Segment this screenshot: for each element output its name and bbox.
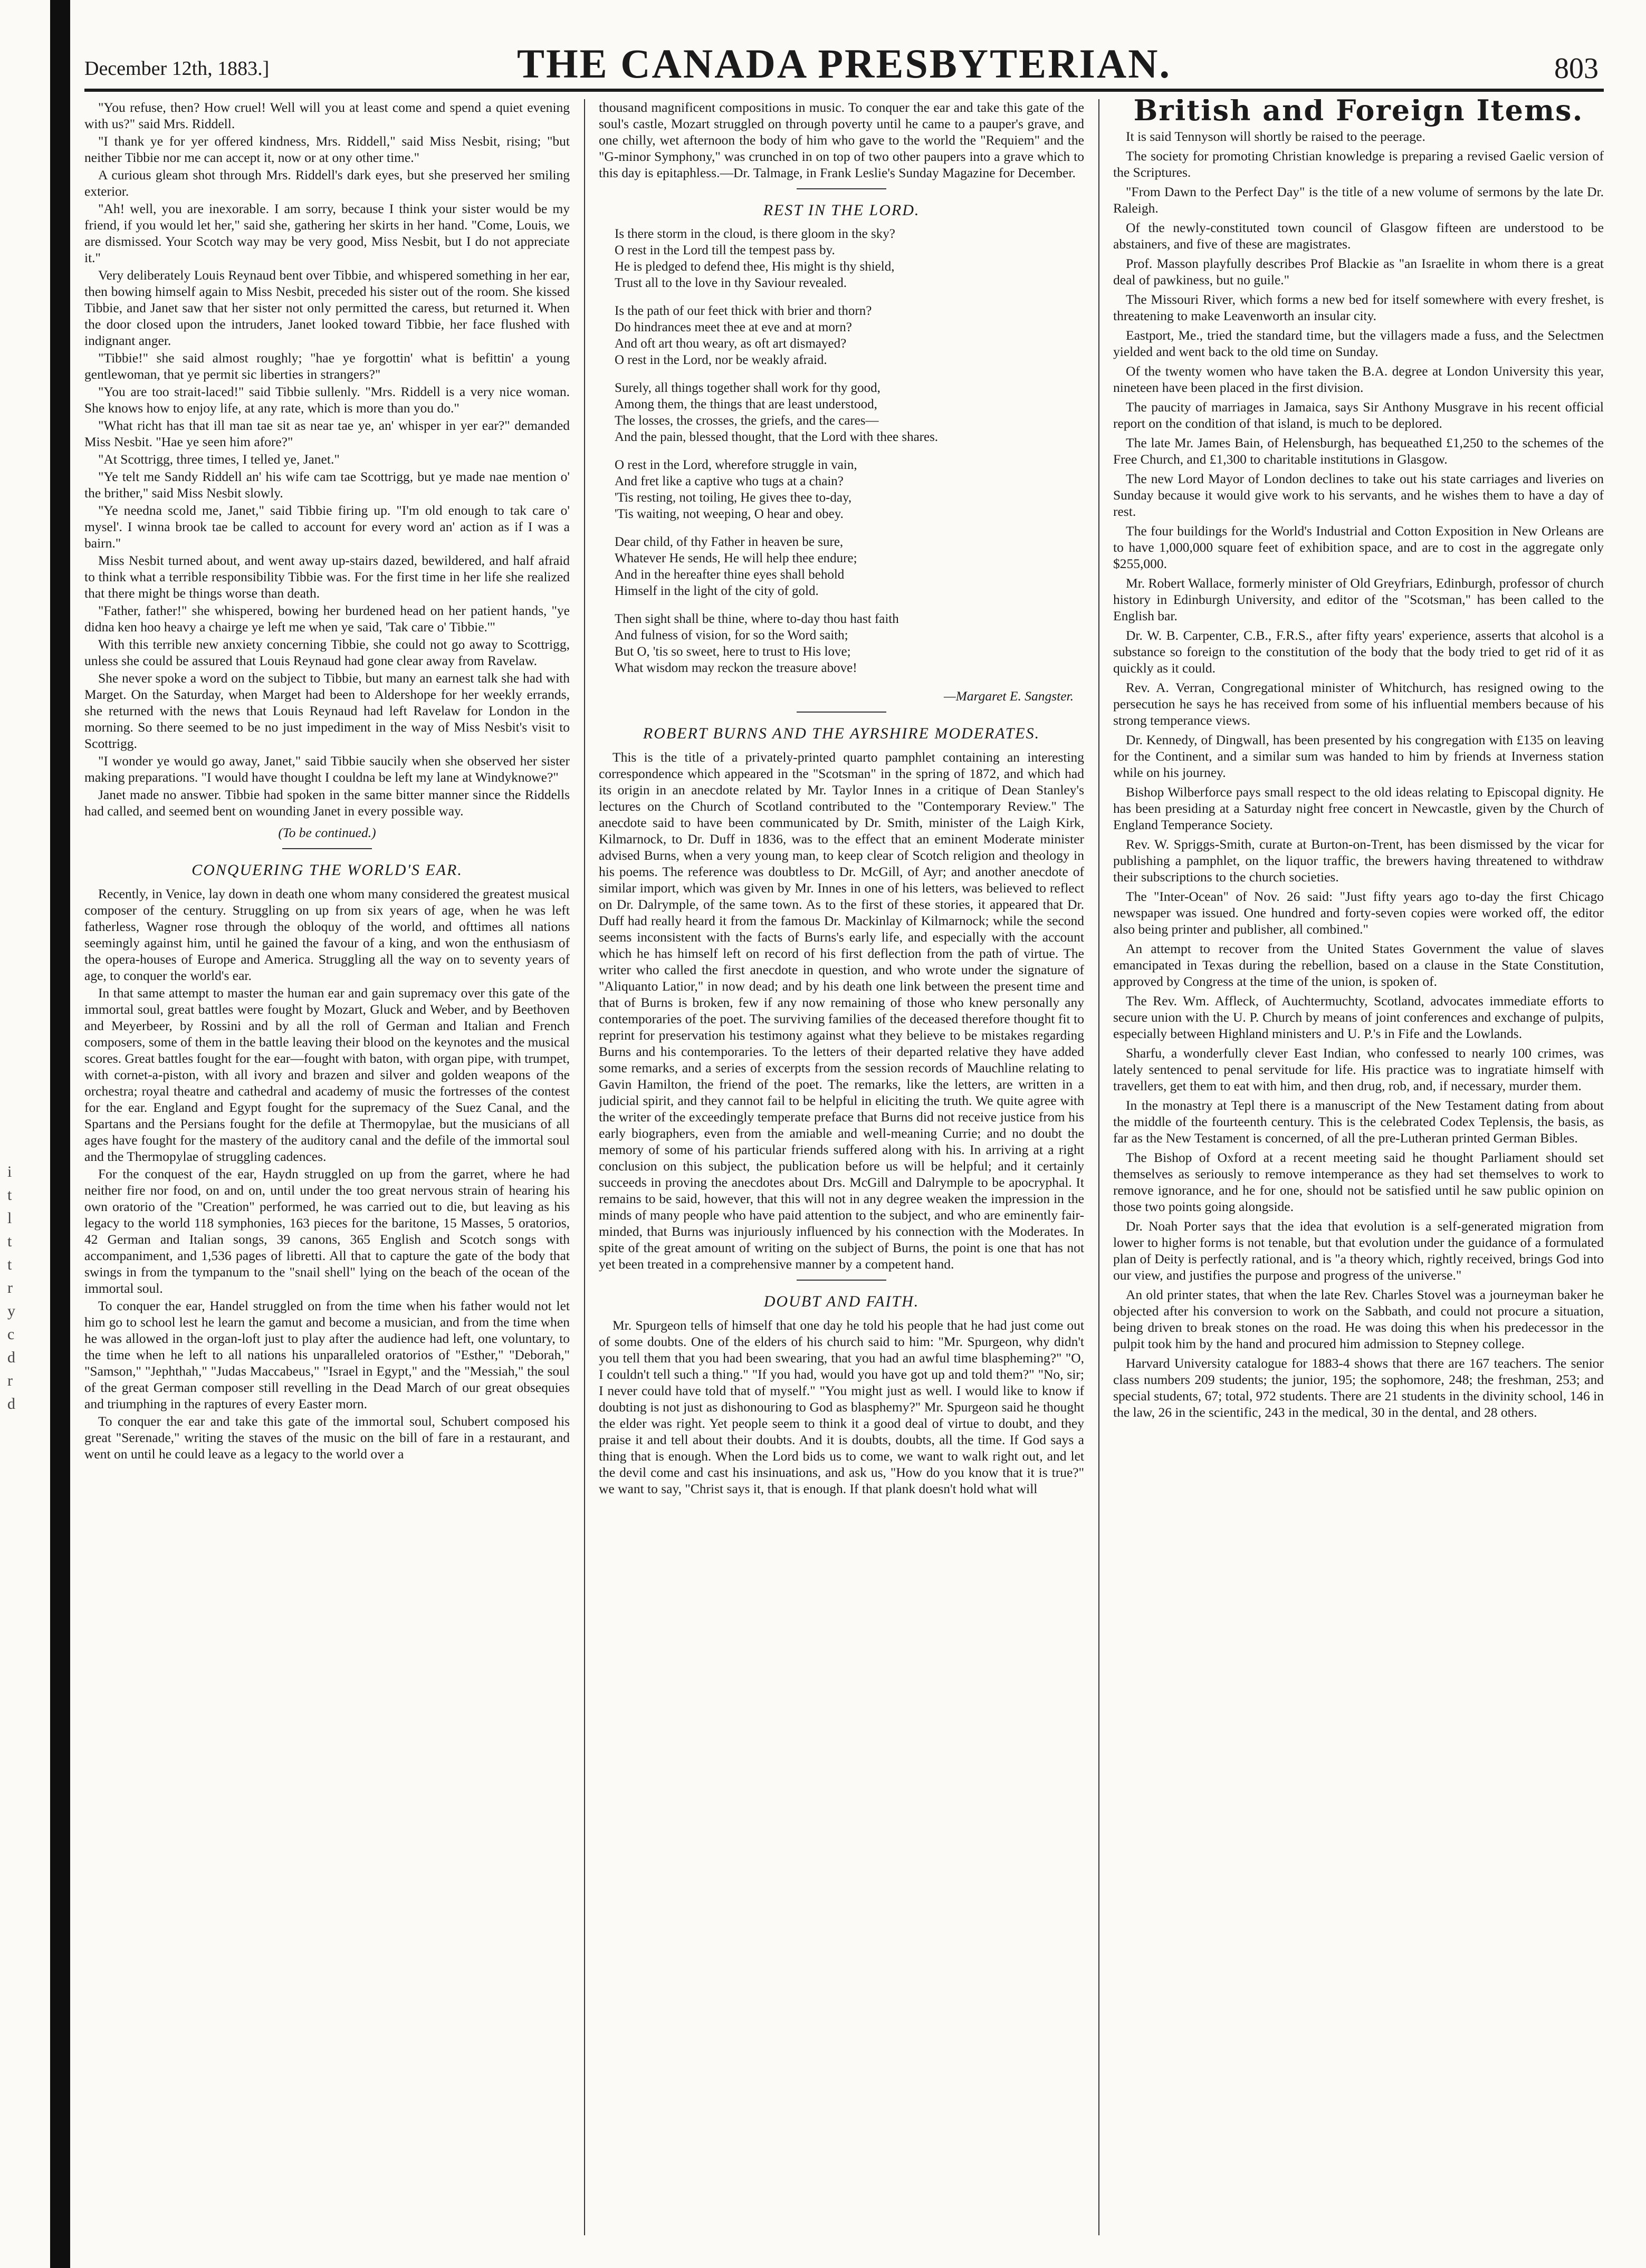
poem-stanza bbox=[615, 611, 1084, 676]
news-item: The new Lord Mayor of London declines to take out his state carriages and liveries on Sunday because it would give work to his servants, and he wishes them to have a day of rest. bbox=[1113, 471, 1604, 519]
article-paragraph: To conquer the ear, Handel struggled on from the time when his father would not let him go to school lest he learn the gamut and become a musician, and from the time when he was allowed in the organ-loft just to play after the audience had left, one voluntary, to the time when he left to all nations his unparalleled oratorios of "Esther," "Deborah," "Samson," "Jephthah," "Judas Maccabeus," "Israel in Egypt," and the "Messiah," the soul of the great German composer still revelling in the Dead March of our great obsequies and triumphing in the raptures of every Easter morn. bbox=[84, 1298, 570, 1411]
column-rule bbox=[1098, 99, 1099, 2235]
spine-fragment: r bbox=[7, 1372, 13, 1389]
story-paragraph: "You refuse, then? How cruel! Well will you at least come and spend a quiet evening with us?" said Mrs. Riddell. bbox=[84, 100, 570, 131]
news-item: The "Inter-Ocean" of Nov. 26 said: "Just fifty years ago to-day the first Chicago newspaper was issued. One hundred and forty-seven copies were worked off, the editor also being printer and publisher, all combined." bbox=[1113, 889, 1604, 937]
spine-fragment: i bbox=[7, 1163, 12, 1180]
spine-fragment: d bbox=[7, 1395, 15, 1412]
news-item: Mr. Robert Wallace, formerly minister of Old Greyfriars, Edinburgh, professor of church history in Edinburgh University, and editor of the "Scotsman," has been called to the English bar. bbox=[1113, 575, 1604, 623]
article-title-doubt-faith: DOUBT AND FAITH. bbox=[763, 1293, 920, 1310]
issue-date: December 12th, 1883.] bbox=[84, 57, 270, 80]
news-items-list bbox=[1113, 128, 1604, 1420]
spine-fragment: t bbox=[7, 1256, 12, 1273]
spine-fragment: y bbox=[7, 1302, 15, 1320]
spine-fragment: t bbox=[7, 1233, 12, 1250]
binding-spine bbox=[50, 0, 70, 2268]
news-item: Rev. W. Spriggs-Smith, curate at Burton-on-Trent, has been dismissed by the vicar for publishing a pamphlet, on the liquor traffic, the brewers having threatened to withdraw their subscriptions to the church societies. bbox=[1113, 837, 1604, 885]
news-item: "From Dawn to the Perfect Day" is the title of a new volume of sermons by the late Dr. Raleigh. bbox=[1113, 184, 1604, 216]
section-divider bbox=[797, 188, 886, 189]
poem-line: And oft art thou weary, as oft art dismayed? bbox=[615, 337, 847, 351]
spine-fragment: r bbox=[7, 1279, 13, 1296]
article-title-burns: ROBERT BURNS AND THE AYRSHIRE MODERATES. bbox=[643, 725, 1040, 742]
section-divider bbox=[282, 848, 372, 849]
article-doubt-faith bbox=[599, 1317, 1084, 1497]
story-paragraph: "I thank ye for yer offered kindness, Mrs. Riddell," said Miss Nesbit, rising; "but neither Tibbie nor me can accept it, now or at ony other time." bbox=[84, 133, 570, 165]
spine-fragment: t bbox=[7, 1186, 12, 1204]
column-1 bbox=[84, 99, 570, 2235]
news-item: The Rev. Wm. Affleck, of Auchtermuchty, Scotland, advocates immediate efforts to secure union with the U. P. Church by means of joint conferences and exchange of pulpits, especially between Highland ministers and U. P.'s in Fife and the Lowlands. bbox=[1113, 993, 1604, 1041]
poem-line: And fret like a captive who tugs at a chain? bbox=[615, 474, 844, 488]
news-item: The Bishop of Oxford at a recent meeting said he thought Parliament should set themselves as seriously to remove intemperance as they had set themselves to work to remove ignorance, and he for one, should not be satisfied until he saw public opinion on those two points going alongside. bbox=[1113, 1150, 1604, 1214]
column-2 bbox=[599, 99, 1084, 2235]
story-paragraph: "Tibbie!" she said almost roughly; "hae ye forgottin' what is befittin' a young gentlewoman, that ye permit sic liberties in strangers?" bbox=[84, 350, 570, 382]
article-continuation: thousand magnificent compositions in music. To conquer the ear and take this gate of the soul's castle, Mozart struggled on through poverty until he came to a pauper's grave, and one chilly, wet afternoon the body of him who gave to the world the "Requiem" and the "G-minor Symphony," was crunched in on top of two other paupers into a grave which to this day is epitaphless.—Dr. Talmage, in Frank Leslie's Sunday Magazine for December. bbox=[599, 100, 1084, 180]
story-paragraph: Janet made no answer. Tibbie had spoken in the same bitter manner since the Riddells had called, and seemed bent on wounding Janet in every possible way. bbox=[84, 787, 570, 819]
poem-stanza bbox=[615, 303, 1084, 368]
news-item: The four buildings for the World's Industrial and Cotton Exposition in New Orleans are to have 1,000,000 square feet of exhibition space, and are to cost in the aggregate only $255,000. bbox=[1113, 523, 1604, 571]
poem-line: And the pain, blessed thought, that the Lord with thee shares. bbox=[615, 430, 939, 444]
poem-line: Is there storm in the cloud, is there gloom in the sky? bbox=[615, 227, 895, 241]
story-paragraph: Miss Nesbit turned about, and went away up-stairs dazed, bewildered, and half afraid to think what a terrible responsibility Tibbie was. For the first time in her life she realized that there might be things worse than death. bbox=[84, 553, 570, 601]
to-be-continued: (To be continued.) bbox=[278, 825, 376, 840]
news-item: The society for promoting Christian knowledge is preparing a revised Gaelic version of the Scriptures. bbox=[1113, 148, 1604, 180]
poem-line: O rest in the Lord, nor be weakly afraid. bbox=[615, 353, 827, 367]
column-3 bbox=[1113, 99, 1604, 2235]
poem-stanza bbox=[615, 226, 1084, 291]
poem-rest-in-the-lord bbox=[615, 226, 1084, 676]
news-item: It is said Tennyson will shortly be raised to the peerage. bbox=[1126, 129, 1425, 144]
section-divider bbox=[797, 712, 886, 713]
story-paragraph: Very deliberately Louis Reynaud bent over Tibbie, and whispered something in her ear, then bowing himself again to Miss Nesbit, preceded his sister out of the room. She kissed Tibbie, and Janet saw that her sister not only permitted the caress, but returned it. When the door closed upon the intruders, Janet looked toward Tibbie, her face flushed with indignant anger. bbox=[84, 267, 570, 348]
poem-line: He is pledged to defend thee, His might is thy shield, bbox=[615, 260, 895, 274]
article-paragraph: To conquer the ear and take this gate of the immortal soul, Schubert composed his great "Serenade," writing the staves of the music on the bill of fare in a restaurant, and went on until he could leave as a legacy to the world over a bbox=[84, 1414, 570, 1462]
poem-stanza bbox=[615, 534, 1084, 599]
poem-line: Is the path of our feet thick with brier and thorn? bbox=[615, 304, 872, 318]
poem-line: Do hindrances meet thee at eve and at morn? bbox=[615, 320, 852, 334]
news-item: An attempt to recover from the United States Government the value of slaves emancipated in Texas during the rebellion, based on a clause in the State Constitution, approved by Congress at the time of the union, is spoken of. bbox=[1113, 941, 1604, 989]
poem-stanza bbox=[615, 380, 1084, 445]
story-paragraph: With this terrible new anxiety concerning Tibbie, she could not go away to Scottrigg, unless she could be assured that Louis Reynaud had gone clear away from Ravelaw. bbox=[84, 637, 570, 668]
news-item: Dr. W. B. Carpenter, C.B., F.R.S., after fifty years' experience, asserts that alcohol is a substance so foreign to the constitution of the body that the body tried to get rid of it as quickly as it could. bbox=[1113, 628, 1604, 676]
poem-line: Whatever He sends, He will help thee endure; bbox=[615, 551, 857, 565]
news-item: Rev. A. Verran, Congregational minister of Whitchurch, has resigned owing to the persecution he says he has received from some of his influential members because of his strong temperance views. bbox=[1113, 680, 1604, 728]
news-item: Eastport, Me., tried the standard time, but the villagers made a fuss, and the Selectmen yielded and went back to the old time on Sunday. bbox=[1113, 328, 1604, 359]
news-item: Dr. Noah Porter says that the idea that evolution is a self-generated migration from lower to higher forms is not tenable, but that evolution under the guidance of a formulated plan of Deity is perfectly rational, and is "a theory which, rightly received, brings God into our view, and justifies the purpose and progress of the universe." bbox=[1113, 1218, 1604, 1283]
poem-line: But O, 'tis so sweet, here to trust to His love; bbox=[615, 645, 851, 659]
masthead-rule bbox=[84, 89, 1604, 92]
story-paragraph: "Ah! well, you are inexorable. I am sorry, because I think your sister would be my friend, if you would let her," said she, gathering her skirts in her hand. "Come, Louis, we are dismissed. Your Scotch way may be very good, Miss Nesbit, but I do not appreciate it." bbox=[84, 201, 570, 265]
news-item: Sharfu, a wonderfully clever East Indian, who confessed to nearly 100 crimes, was lately sentenced to penal servitude for life. His practice was to ingratiate himself with travellers, get them to eat with him, and then drug, rob, and, if necessary, murder them. bbox=[1113, 1045, 1604, 1093]
poem-line: Then sight shall be thine, where to-day thou hast faith bbox=[615, 612, 899, 626]
article-paragraph: This is the title of a privately-printed quarto pamphlet containing an interesting correspondence which appeared in the "Scotsman" in the spring of 1872, and which had its origin in an anecdote related by Mr. Taylor Innes in a critique of Dean Stanley's lectures on the Church of Scotland contributed to the "Contemporary Review." The anecdote said to have been communicated by Dr. Smith, minister of the Laigh Kirk, Kilmarnock, to Dr. Duff in 1836, was to the effect that an eminent Moderate minister advised Burns, when a very young man, to keep clear of Scotch religion and theology in his poems. The reference was doubtless to Dr. McGill, of Ayr; and another anecdote of similar import, which was given by Mr. Innes in one of his letters, was believed to reflect on Dr. Dalrymple, of the same town. As to the first of these stories, it appeared that Dr. Duff had really heard it from the famous Dr. Mackinlay of Kilmarnock; while the second seems inconsistent with the facts of Burns's early life, and especially with the account which he has himself left on record of his first deflection from the path of virtue. The writer who called the first anecdote in question, and who wrote under the signature of "Aliquanto Latior," in now dead; and by his death one link between the present time and that of Burns is broken, few if any now remaining of those who knew personally any contemporaries of the poet. The surviving families of the deceased therefore thought fit to reprint for preservation his testimony against what they believe to be mistakes regarding Burns and his contemporaries. To the letters of their departed relative they have added some remarks, and a series of excerpts from the session records of Mauchline relating to Gavin Hamilton, the friend of the poet. The remarks, like the letters, are written in a judicial spirit, and they cannot fail to be helpful in eliciting the truth. We quite agree with the writer of the exceedingly temperate preface that Burns did not receive justice from his early biographers, even from the amiable and well-meaning Currie; and no doubt the memory of some of his particular friends suffered along with his. In arriving at a right conclusion on this subject, the publication before us will be helpful; and it certainly succeeds in proving the anecdotes about Drs. McGill and Dalrymple to be apocryphal. It remains to be said, however, that this will not in any degree weaken the impression in the minds of many people who have paid attention to the subject, and who are eminently fair-minded, that Burns was injuriously influenced by his connection with the Moderates. In spite of the great amount of writing on the subject of Burns, the point is one that has not yet been treated in a comprehensive manner by a competent hand. bbox=[599, 749, 1084, 1272]
poem-line: O rest in the Lord, wherefore struggle in vain, bbox=[615, 458, 857, 472]
paper-title: THE CANADA PRESBYTERIAN. bbox=[516, 41, 1172, 87]
news-item: Of the newly-constituted town council of Glasgow fifteen are understood to be abstainers, and five of these are magistrates. bbox=[1113, 220, 1604, 252]
story-paragraph: "What richt has that ill man tae sit as near tae ye, an' whisper in yer ear?" demanded Miss Nesbit. "Hae ye seen him afore?" bbox=[84, 418, 570, 449]
spine-fragment: l bbox=[7, 1209, 12, 1227]
poem-line: What wisdom may reckon the treasure above! bbox=[615, 661, 857, 675]
news-item: Prof. Masson playfully describes Prof Blackie as "an Israelite in whom there is a great deal of pawkiness, but no guile." bbox=[1113, 256, 1604, 287]
poem-title: REST IN THE LORD. bbox=[763, 201, 920, 219]
article-paragraph: Mr. Spurgeon tells of himself that one day he told his people that he had just come out of some doubts. One of the elders of his church said to him: "Mr. Spurgeon, why didn't you tell them that you had been swearing, that you had an awful time blaspheming?" "O, I couldn't tell such a thing." "If you had, would you have got up and told them?" "No, sir; I never could have told that of myself." "You might just as well. I would like to know if doubting is not just as dishonouring to God as blasphemy?" Mr. Spurgeon said he thought the elder was right. Yet people seem to think it a good deal of virtue to doubt, and they praise it and tell about their doubts. And it is doubts, doubts, all the time. If God says a thing that is enough. When the Lord bids us to come, we want to walk right out, and let the devil come and cast his insinuations, and ask us, "How do you know that it is true?" we want to say, "Christ says it, that is enough. If that plank doesn't hold what will bbox=[599, 1318, 1084, 1496]
article-conquering-ear bbox=[84, 886, 570, 1462]
article-paragraph: For the conquest of the ear, Haydn struggled on up from the garret, where he had neither fire nor food, on and on, until under the too great nervous strain of hearing his own oratorio of the "Creation" performed, he was carried out to die, but leaving as his legacy to the world 118 symphonies, 163 pieces for the baritone, 15 Masses, 5 oratorios, 42 German and Italian songs, 39 canons, 365 English and Scotch songs with accompaniment, and 1,536 pages of libretti. All that to capture the gate of the body that swings in from the tympanum to the "snail shell" lying on the beach of the ocean of the immortal soul. bbox=[84, 1166, 570, 1296]
article-paragraph: In that same attempt to master the human ear and gain supremacy over this gate of the immortal soul, great battles were fought by Mozart, Gluck and Weber, and by Beethoven and Meyerbeer, by Rossini and by all the roll of German and Italian and French composers, some of them in the battle leaving their blood on the keynotes and the musical scores. Great battles fought for the ear—fought with baton, with organ pipe, with trumpet, with cornet-a-piston, with all ivory and brazen and silver and golden weapons of the orchestra; royal theatre and cathedral and academy of music the fortresses of the contest for the ear. England and Egypt fought for the supremacy of the Suez Canal, and the Spartans and the Persians fought for the defile at Thermopylae, but the musicians of all ages have fought for the mastery of the auditory canal and the defile of the immortal soul and the Thermopylae of struggling cadences. bbox=[84, 985, 570, 1164]
news-item: The late Mr. James Bain, of Helensburgh, has bequeathed £1,250 to the schemes of the Free Church, and £1,300 to charitable institutions in Glasgow. bbox=[1113, 435, 1604, 467]
story-paragraph: "I wonder ye would go away, Janet," said Tibbie saucily when she observed her sister making preparations. "I would have thought I couldna be left my lane at Windyknowe?" bbox=[84, 753, 570, 785]
serial-story bbox=[84, 99, 570, 819]
news-item: In the monastry at Tepl there is a manuscript of the New Testament dating from about the middle of the fourteenth century. This is the celebrated Codex Teplensis, the basis, as far as the New Testament is concerned, of all the pre-Lutheran printed German Bibles. bbox=[1113, 1098, 1604, 1146]
items-heading: British and Foreign Items. bbox=[1133, 99, 1584, 127]
poem-line: And in the hereafter thine eyes shall behold bbox=[615, 568, 845, 582]
poem-line: The losses, the crosses, the griefs, and the cares— bbox=[615, 414, 879, 428]
story-paragraph: A curious gleam shot through Mrs. Riddell's dark eyes, but she preserved her smiling exterior. bbox=[84, 167, 570, 199]
news-item: Dr. Kennedy, of Dingwall, has been presented by his congregation with £135 on leaving for the Continent, and a similar sum was handed to him by friends at Inverness station while on his journey. bbox=[1113, 732, 1604, 780]
article-title-conquering-ear: CONQUERING THE WORLD'S EAR. bbox=[192, 861, 463, 879]
poem-line: 'Tis waiting, not weeping, O hear and obey. bbox=[615, 507, 844, 521]
poem-line: Among them, the things that are least understood, bbox=[615, 397, 877, 411]
article-paragraph: Recently, in Venice, lay down in death one whom many considered the greatest musical composer of the century. Struggling on up from six years of age, when he was left fatherless, Wagner rose through the obloquy of the world, and ofttimes all nations seemingly against him, until he gained the favour of a king, and won the enthusiasm of the opera-houses of Europe and America. Struggling all the way on to seventy years of age, to conquer the world's ear. bbox=[84, 886, 570, 983]
poem-line: Dear child, of thy Father in heaven be sure, bbox=[615, 535, 844, 549]
news-item: The paucity of marriages in Jamaica, says Sir Anthony Musgrave in his recent official report on the condition of that island, is much to be deplored. bbox=[1113, 399, 1604, 431]
spine-fragment: d bbox=[7, 1349, 15, 1366]
section-divider bbox=[797, 1280, 886, 1281]
poem-line: Surely, all things together shall work for thy good, bbox=[615, 381, 881, 395]
story-paragraph: "You are too strait-laced!" said Tibbie sullenly. "Mrs. Riddell is a very nice woman. She knows how to enjoy life, at any rate, which is more than you do." bbox=[84, 384, 570, 416]
poem-line: Trust all to the love in thy Saviour revealed. bbox=[615, 276, 847, 290]
poem-line: 'Tis resting, not toiling, He gives thee to-day, bbox=[615, 491, 852, 505]
story-paragraph: "Ye telt me Sandy Riddell an' his wife cam tae Scottrigg, but ye made nae mention o' the brither," said Miss Nesbit slowly. bbox=[84, 469, 570, 501]
poem-line: O rest in the Lord till the tempest pass by. bbox=[615, 243, 835, 257]
article-burns bbox=[599, 749, 1084, 1272]
poem-author: —Margaret E. Sangster. bbox=[943, 688, 1074, 704]
poem-stanza bbox=[615, 457, 1084, 522]
story-paragraph: "Ye needna scold me, Janet," said Tibbie firing up. "I'm old enough to tak care o' mysel'. I winna brook tae be called to account for every word an' action as if I was a bairn." bbox=[84, 503, 570, 551]
news-item: An old printer states, that when the late Rev. Charles Stovel was a journeyman baker he objected after his conversion to work on the Sabbath, and could not procure a situation, being driven to break stones on the road. He was doing this when his predecessor in the pulpit took him by the hand and procured him admission to Stepney college. bbox=[1113, 1287, 1604, 1351]
story-paragraph: She never spoke a word on the subject to Tibbie, but many an earnest talk she had with Marget. On the Saturday, when Marget had been to Aldershope for her weekly errands, she returned with the news that Louis Reynaud had left Ravelaw for London in the morning. So there seemed to be no just impediment in the way of Miss Nesbit's visit to Scottrigg. bbox=[84, 670, 570, 751]
story-paragraph: "At Scottrigg, three times, I telled ye, Janet." bbox=[98, 451, 340, 467]
news-item: Of the twenty women who have taken the B.A. degree at London University this year, nineteen have been placed in the first division. bbox=[1113, 363, 1604, 395]
poem-line: Himself in the light of the city of gold. bbox=[615, 584, 819, 598]
poem-line: And fulness of vision, for so the Word saith; bbox=[615, 628, 848, 642]
spine-fragment: c bbox=[7, 1325, 15, 1343]
page-number: 803 bbox=[1554, 52, 1599, 85]
column-rule bbox=[584, 99, 585, 2235]
story-paragraph: "Father, father!" she whispered, bowing her burdened head on her patient hands, "ye didna ken hoo heavy a chairge ye left me when ye said, 'Tak care o' Tibbie.'" bbox=[84, 603, 570, 635]
masthead bbox=[84, 25, 1604, 89]
news-item: Harvard University catalogue for 1883-4 shows that there are 167 teachers. The senior class numbers 209 students; the junior, 195; the sophomore, 248; the freshman, 253; and special students, 67; total, 972 students. There are 21 students in the divinity school, 146 in the law, 26 in the scientific, 243 in the medical, 30 in the dental, and 28 others. bbox=[1113, 1356, 1604, 1420]
news-item: The Missouri River, which forms a new bed for itself somewhere with every freshet, is threatening to make Leavenworth an insular city. bbox=[1113, 292, 1604, 323]
news-item: Bishop Wilberforce pays small respect to the old ideas relating to Episcopal dignity. He has been presiding at a Saturday night free concert in Newcastle, given by the Church of England Temperance Society. bbox=[1113, 784, 1604, 832]
spine-margin-fragments bbox=[7, 1160, 39, 1416]
